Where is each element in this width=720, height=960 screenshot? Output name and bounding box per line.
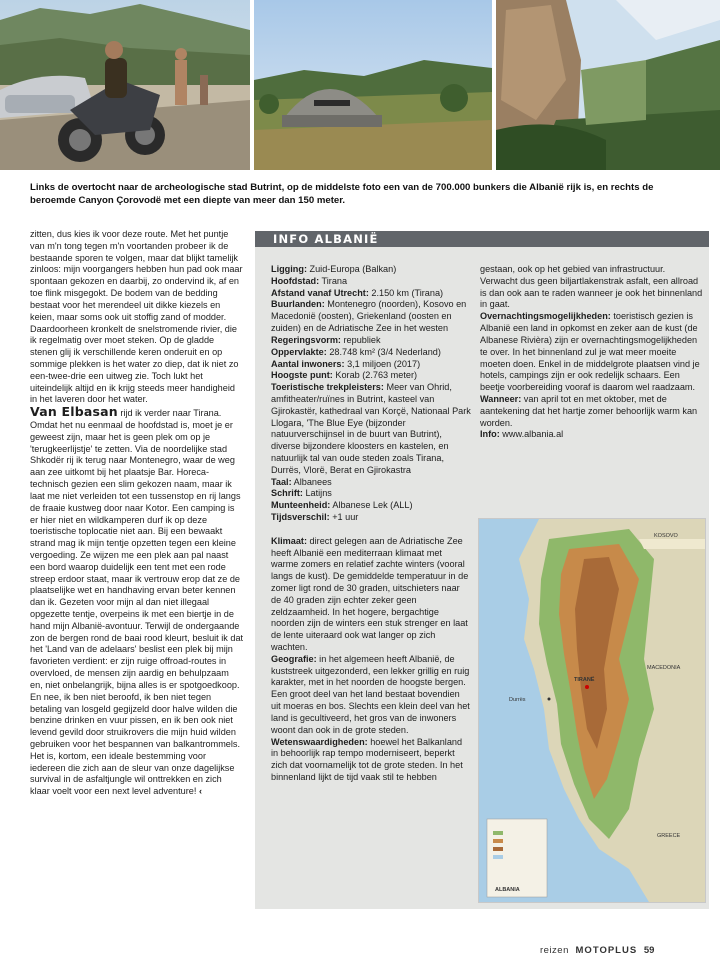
fact-item: Buurlanden: Montenegro (noorden), Kosovo en Macedonië (oosten), Griekenland (oosten en zuiden) en de Adriatische Zee in het westen [271,299,467,334]
fact-item: Regeringsvorm: republiek [271,334,381,345]
map-label-kosovo: KOSOVO [654,533,678,539]
info-column-facts [271,264,471,784]
info-column-practical [480,264,704,441]
trivia-paragraph: Wetenswaardigheden: hoewel het Balkanland in behoorlijk rap tempo moderniseert, beperkt zich dat voornamelijk tot de grote steden. In het binnenland lijkt de tijd vaak stil te hebben [271,736,463,782]
albania-map [478,518,706,903]
fact-item: Munteenheid: Albanese Lek (ALL) [271,500,413,511]
article-paragraph [30,406,244,798]
accommodation-paragraph: Overnachtingsmogelijkheden: toeristisch gezien is Albanië een land in opkomst en zeker aan de kust (de Albanese Rivièra) zijn er overnachtingsmogelijkheden te over. In het binnenland zul je wat meer moeite moeten doen. Enkel in de middelgrote plaatsen vind je hotels, campings zijn er ook redelijk schaars. Een beetje voorbereiding vooraf is daarom wel raadzaam. [480,311,700,393]
photo-bunker [254,0,492,170]
fact-item: Schrift: Latijns [271,488,332,499]
fact-list [271,264,471,524]
photo-ferry-crossing [0,0,250,170]
fact-item: Afstand vanaf Utrecht: 2.150 km (Tirana) [271,287,444,298]
fact-item: Aantal inwoners: 3,1 miljoen (2017) [271,358,421,369]
map-label-tirane: TIRANË [574,677,595,683]
fact-item: Tijdsverschil: +1 uur [271,512,359,523]
info-link-paragraph: Info: www.albania.al [480,429,564,440]
info-box-title: INFO ALBANIË [255,231,709,247]
geography-paragraph: Geografie: in het algemeen heeft Albanië, de kuststreek uitgezonderd, een lekker grillig en ruig karakter, met in het noorden de hoogste bergen. Een groot deel van het land bestaat bovendien uit moeras en bos. Slechts een klein deel van het land is gecultiveerd, het gros van de inwoners woont dan ook in de grote steden. [271,653,470,735]
climate-paragraph: Klimaat: direct gelegen aan de Adriatische Zee heeft Albanië een mediterraan klimaat met warme zomers en relatief zachte winters (vooral langs de kust). De gemiddelde temperatuur in de zomer ligt rond de 30 graden, uitschieters naar de 40 graden zijn echter zeker geen zeldzaamheid. In het hogere, bergachtige noorden zijn de winters een stuk strenger en laat de lente uiteraard ook wat langer op zich wachten. [271,535,469,652]
when-paragraph: Wanneer: van april tot en met oktober, met de aantekening dat het hartje zomer behoorlijk warm kan worden. [480,393,698,428]
map-label-greece: GREECE [657,833,681,839]
trivia-paragraph-continued: gestaan, ook op het gebied van infrastructuur. Verwacht dus geen biljartlakenstrak asfalt, een allroad is dan ook aan te raden wanneer je ook het binnenland in gaat. [480,264,703,310]
magazine-name: MOTOPLUS [575,945,638,956]
end-of-article-icon: ‹ [198,786,202,797]
fact-item: Taal: Albanees [271,476,332,487]
map-label-albania: ALBANIA [495,887,520,893]
article-paragraph-text: rijd ik verder naar Tirana. Omdat het nu eenmaal de hoofdstad is, moet je er geweest zijn, maar het is geen plek om op je 'terugkeerlijstje' te zetten. Via de noordelijke stad Shkodër rij ik terug naar Montenegro, waar de weg aan zee uitkomt bij het plaatsje Bar. Horeca-technisch gezien een slim gekozen naam, maar ik laat me niet verleiden tot een tussenstop en rij langs de fraaie kustweg door naar Kotor. Een camping is er hier niet en wildkamperen durf ik op deze toeristische toplocatie niet aan. Bij een bewaakt strand mag ik mijn tentje opzetten tegen een kleine vergoeding. Ze wijzen me een plek aan pal naast een bord waarop duidelijk een tent met een rode streep erdoor staat, maar ik vertrouw erop dat ze de plaatselijke wet en handhaving ervan beter kennen dan ik. Gezeten voor mijn al dan niet illegaal opgezette tentje, overpeins ik met een biertje in de hand mijn Albanië-avontuur. Terwijl de ondergaande zon de bergen rond de baai rood kleurt, besluit ik dat het 'Land van de adelaars' beslist een plek bij mijn favorieten verdient: er zijn ruige offroad-routes in overvloed, de mensen zijn aardig en behulpzaam en, niet onbelangrijk, bijna alles is er spotgoedkoop. En nee, ik ben niet beroofd, ik ben niet tegen betaling van losgeld gegijzeld door halve wilden die benzine drinken en vuur pissen, en ik ben ook niet levend gevild door struikrovers die mijn huid wilden gebruiken voor het bespannen van balkantrommels. Het is, kortom, een ideale bestemming voor iedereen die zich aan de sleur van onze dagelijkse survival in de asfaltjungle wil onttrekken en zich klaar voelt voor een next level adventure! [30,408,244,797]
fact-item: Hoogste punt: Korab (2.763 meter) [271,370,418,381]
map-label-macedonia: MACEDONIA [647,665,681,671]
photo-canyon [496,0,720,170]
fact-item: Hoofdstad: Tirana [271,275,348,286]
article-paragraph: zitten, dus kies ik voor deze route. Met het puntje van m'n tong tegen m'n voortanden probeer ik de bestaande sporen te volgen, maar dat blijkt tamelijk zinloos: mijn voorgangers hebben hun pad ook maar spontaan gekozen en daarbij, zo ondervind ik, af en toe flink misgegokt. De bodem van de bedding bestaat voor het merendeel uit dikke kiezels en keien, maar soms ook uit stoffig zand of modder. Daardoorheen kronkelt de snelstromende rivier, die ik regelmatig over moet steken. Op de gladde stenen glij ik verschillende keren onderuit en op sommige plekken is het water zo diep, dat ik niet zo een-twee-drie een uitweg zie. Toch lukt het uiteindelijk altijd en ik krijg steeds meer handigheid in het laveren door het water. [30,229,243,405]
fact-item: Oppervlakte: 28.748 km² (3/4 Nederland) [271,346,441,357]
map-label-durres: Durrës [509,697,526,703]
fact-item: Ligging: Zuid-Europa (Balkan) [271,264,397,274]
page-number: 59 [643,945,655,956]
article-run-in-heading: Van Elbasan [30,404,118,420]
section-name: reizen [540,945,569,956]
article-column [30,229,244,798]
page-footer [540,945,700,959]
photo-caption: Links de overtocht naar de archeologische stad Butrint, op de middelste foto een van de 700.000 bunkers die Albanië rijk is, en rechts de beroemde Canyon Çorovodë met een diepte van meer dan 150 meter. [30,182,654,206]
fact-item: Toeristische trekpleisters: Meer van Ohrid, amfitheater/ruïnes in Butrint, kasteel van Gjirokastër, kathedraal van Korçë, Nationaal Park Llogara, 'The Blue Eye (bijzonder natuurverschijnsel in de buurt van Butrint), diverse bijzondere kloosters en kastelen, en natuurlijk tal van oude steden zoals Tirana, Durrës, Vlorë, Berat en Gjirokastra [271,382,471,475]
